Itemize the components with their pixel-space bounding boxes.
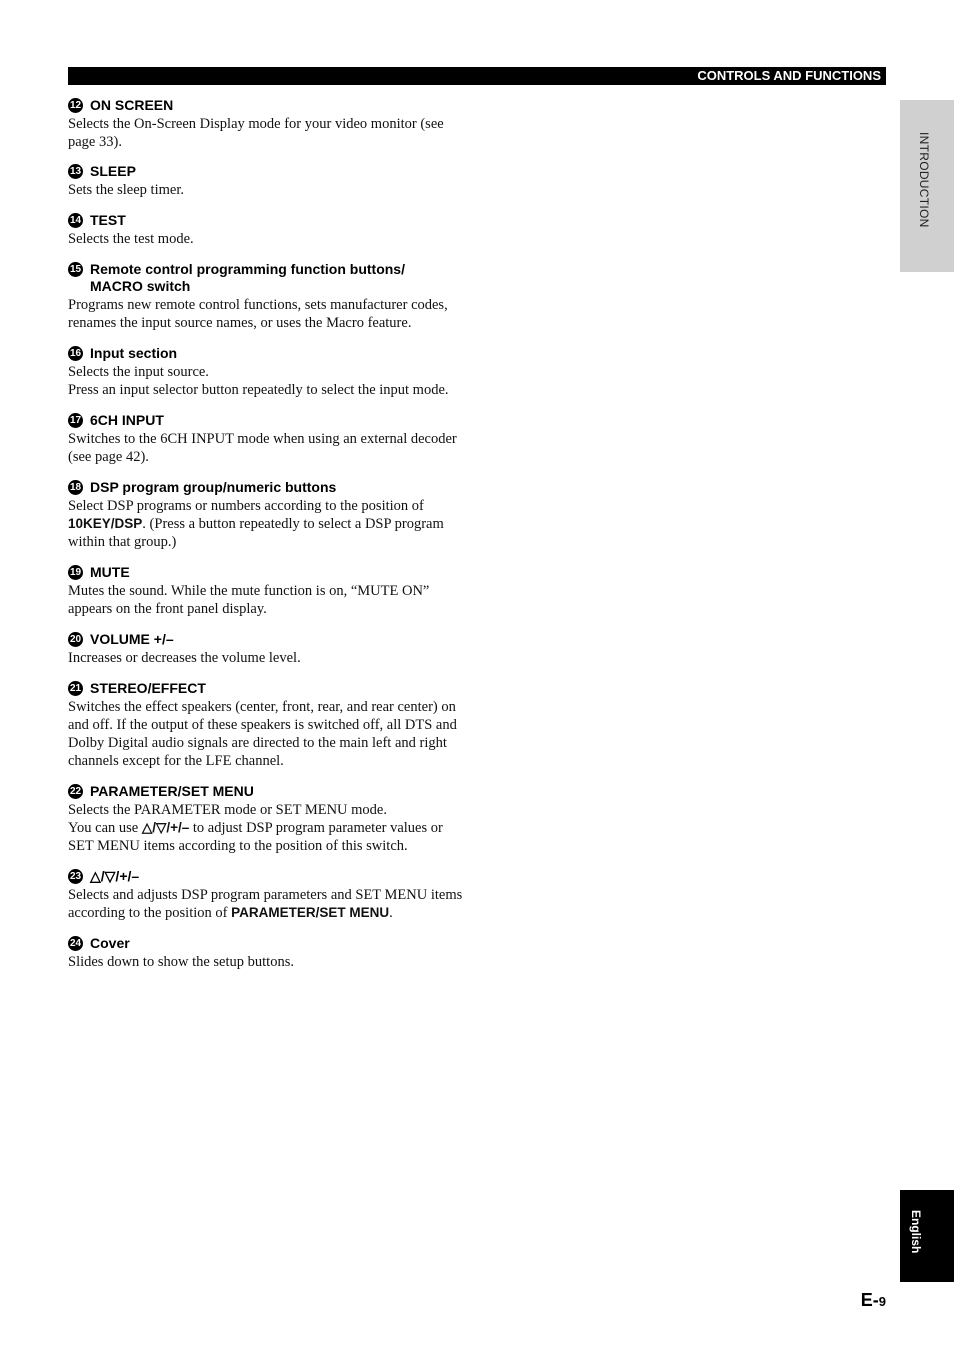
item-description-text-end: . xyxy=(389,905,393,921)
item-description-text-end: . (Press a button repeatedly to select a DSP program within that group.) xyxy=(68,516,444,550)
item-description-text-end: to adjust DSP program parameter values or SET MENU items according to the position of this switch. xyxy=(68,820,443,854)
item-title: Remote control programming function buttons/ MACRO switch xyxy=(90,261,405,294)
item-description: Selects the PARAMETER mode or SET MENU mode. xyxy=(68,802,387,818)
chapter-side-tab-label: INTRODUCTION xyxy=(917,132,931,228)
list-item-6ch-input xyxy=(68,412,468,466)
item-description-text: You can use xyxy=(68,820,142,836)
item-title: MUTE xyxy=(90,564,130,580)
item-description-text: Select DSP programs or numbers according to the position of xyxy=(68,498,424,514)
item-title: ON SCREEN xyxy=(90,97,174,113)
list-item-mute xyxy=(68,564,468,618)
item-number-badge: 16 xyxy=(69,348,82,359)
item-title: △/▽/+/– xyxy=(90,868,140,884)
list-item-input-section xyxy=(68,345,468,399)
item-number-badge: 14 xyxy=(69,215,82,226)
item-description: Selects the test mode. xyxy=(68,231,194,247)
item-title: TEST xyxy=(90,212,126,228)
item-description-key: 10KEY/DSP xyxy=(68,516,143,531)
item-number-badge: 22 xyxy=(69,786,82,797)
list-item-sleep xyxy=(68,163,468,199)
item-title: DSP program group/numeric buttons xyxy=(90,479,337,495)
list-item-stereo-effect xyxy=(68,680,468,770)
item-number-badge: 23 xyxy=(69,871,82,882)
section-header-title: CONTROLS AND FUNCTIONS xyxy=(697,68,881,83)
list-item-remote-programming xyxy=(68,261,468,332)
item-description-2: Press an input selector button repeatedly to select the input mode. xyxy=(68,382,449,398)
page-number xyxy=(861,1290,886,1311)
item-description: Selects the On-Screen Display mode for your video monitor (see page 33). xyxy=(68,116,444,150)
item-title: STEREO/EFFECT xyxy=(90,680,206,696)
list-item-cover xyxy=(68,935,468,971)
item-title: Input section xyxy=(90,345,178,361)
item-description: Switches the effect speakers (center, front, rear, and rear center) on and off. If the output of these speakers is switched off, all DTS and Dolby Digital audio signals are directed to the main left and right channels except for the LFE channel. xyxy=(68,699,457,769)
item-title: SLEEP xyxy=(90,163,136,179)
list-item-volume xyxy=(68,631,468,667)
item-description-key: △/▽/+/– xyxy=(141,820,190,835)
item-number-badge: 17 xyxy=(69,415,82,426)
item-description-2 xyxy=(68,819,468,855)
item-title: PARAMETER/SET MENU xyxy=(90,783,254,799)
section-header-bar xyxy=(68,67,886,85)
item-description xyxy=(68,886,468,922)
list-item-test xyxy=(68,212,468,248)
language-tab-label: English xyxy=(909,1210,923,1254)
page-number-value: 9 xyxy=(878,1294,886,1309)
item-number-badge: 13 xyxy=(69,166,82,177)
item-number-badge: 18 xyxy=(69,482,82,493)
item-number-badge: 24 xyxy=(69,938,82,949)
item-description xyxy=(68,497,468,551)
list-item-dsp-program-group xyxy=(68,479,468,551)
item-number-badge: 15 xyxy=(69,264,82,275)
item-description: Mutes the sound. While the mute function is on, “MUTE ON” appears on the front panel display. xyxy=(68,583,430,617)
item-title: 6CH INPUT xyxy=(90,412,164,428)
item-description: Programs new remote control functions, sets manufacturer codes, renames the input source names, or uses the Macro feature. xyxy=(68,297,448,331)
item-number-badge: 21 xyxy=(69,683,82,694)
item-description-text: Selects and adjusts DSP program parameters and SET MENU items according to the position of xyxy=(68,887,463,921)
item-title: Cover xyxy=(90,935,130,951)
list-item-on-screen xyxy=(68,97,468,151)
item-number-badge: 19 xyxy=(69,567,82,578)
item-number-badge: 12 xyxy=(69,100,82,111)
item-description: Sets the sleep timer. xyxy=(68,182,184,198)
list-item-parameter-set-menu xyxy=(68,783,468,855)
item-description: Switches to the 6CH INPUT mode when using an external decoder (see page 42). xyxy=(68,431,457,465)
list-item-cursor-buttons xyxy=(68,868,468,922)
item-description: Increases or decreases the volume level. xyxy=(68,650,301,666)
item-description-key: PARAMETER/SET MENU xyxy=(231,905,390,920)
item-number-badge: 20 xyxy=(69,634,82,645)
item-description: Selects the input source. xyxy=(68,364,209,380)
item-title: VOLUME +/– xyxy=(90,631,174,647)
item-description: Slides down to show the setup buttons. xyxy=(68,954,294,970)
description-list xyxy=(68,97,468,971)
page-number-prefix: E- xyxy=(860,1290,879,1310)
